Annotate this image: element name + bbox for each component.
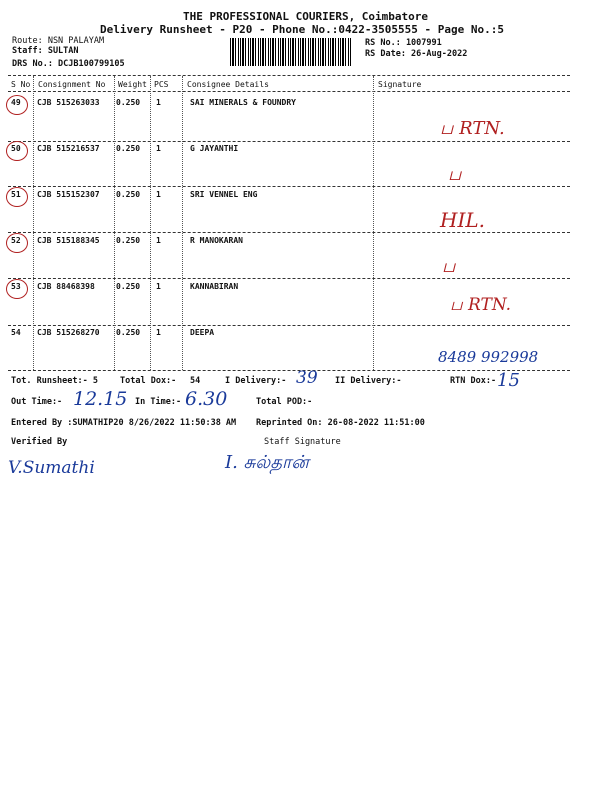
row-consignment: CJB 515188345 [37,236,100,245]
barcode [230,38,352,66]
col-header-consignment: Consignment No [38,80,106,89]
staff-signature-label: Staff Signature [264,437,341,447]
row-consignment: CJB 88468398 [37,282,95,291]
in-time-value: 6.30 [185,388,228,410]
out-time-value: 12.15 [73,388,128,410]
row-annotation: HIL. [440,208,485,232]
row-consignee: G JAYANTHI [190,144,239,153]
rs-number: RS No.: 1007991 [365,38,442,48]
row-pcs: 1 [156,282,161,291]
col-header-weight: Weight [118,80,147,89]
reprinted-on: Reprinted On: 26-08-2022 11:51:00 [256,418,425,428]
col-header-signature: Signature [378,80,422,89]
column-rule [114,76,115,370]
company-title: THE PROFESSIONAL COURIERS, Coimbatore [183,10,429,23]
row-weight: 0.250 [116,282,141,291]
row-sno: 54 [11,328,21,337]
row-sno: 50 [11,144,21,153]
drs-number: DRS No.: DCJB100799105 [12,59,125,69]
row-consignment: CJB 515268270 [37,328,100,337]
row-consignment: CJB 515216537 [37,144,100,153]
column-rule [33,76,34,370]
route-label: Route: NSN PALAYAM [12,36,105,46]
row-divider [8,278,570,279]
row-sno: 49 [11,98,21,107]
row-pcs: 1 [156,98,161,107]
row-annotation: ப RTN. [440,118,505,139]
staff-signature: I. சுல்தான் [225,452,309,473]
row-consignee: KANNABIRAN [190,282,239,291]
row-divider [8,186,570,187]
row-divider [8,232,570,233]
row-consignee: DEEPA [190,328,215,337]
row-annotation: ப [442,256,456,277]
rs-date: RS Date: 26-Aug-2022 [365,49,468,59]
rtn-dox-label: RTN Dox:- [450,376,497,386]
row-pcs: 1 [156,144,161,153]
total-dox-label: Total Dox:- [120,376,177,386]
row-consignment: CJB 515152307 [37,190,100,199]
table-bottom-rule [8,370,570,371]
row-consignee: SRI VENNEL ENG [190,190,258,199]
row-consignee: SAI MINERALS & FOUNDRY [190,98,296,107]
row-consignment: CJB 515263033 [37,98,100,107]
in-time-label: In Time:- [135,397,182,407]
row-weight: 0.250 [116,190,141,199]
row-sno: 51 [11,190,21,199]
rtn-dox-value: 15 [497,370,520,391]
entered-by: Entered By :SUMATHIP20 8/26/2022 11:50:38 AM [11,418,237,428]
row-pcs: 1 [156,236,161,245]
table-top-rule [8,75,570,76]
row-weight: 0.250 [116,144,141,153]
row-annotation: ப RTN. [450,295,512,315]
col-header-consignee: Consignee Details [187,80,269,89]
col-header-pcs: PCS [154,80,169,89]
table-header-rule [8,91,570,92]
row-divider [8,325,570,326]
tot-runsheet: Tot. Runsheet:- 5 [11,376,98,386]
i-delivery-label: I Delivery:- [225,376,287,386]
col-header-sno: S No [11,80,31,89]
row-annotation: 8489 992998 [438,348,539,366]
i-delivery-value: 39 [296,368,318,388]
column-rule [150,76,151,370]
verifier-signature: V.Sumathi [8,458,95,478]
row-sno: 53 [11,282,21,291]
row-weight: 0.250 [116,98,141,107]
verified-by-label: Verified By [11,437,68,447]
row-pcs: 1 [156,328,161,337]
ii-delivery-label: II Delivery:- [335,376,402,386]
column-rule [182,76,183,370]
out-time-label: Out Time:- [11,397,63,407]
staff-label: Staff: SULTAN [12,46,79,56]
total-pod-label: Total POD:- [256,397,313,407]
column-rule [373,76,374,370]
row-divider [8,141,570,142]
total-dox-value: 54 [190,376,201,386]
row-weight: 0.250 [116,236,141,245]
runsheet-subtitle: Delivery Runsheet - P20 - Phone No.:0422-3505555 - Page No.:5 [100,23,504,36]
row-pcs: 1 [156,190,161,199]
row-sno: 52 [11,236,21,245]
row-weight: 0.250 [116,328,141,337]
row-consignee: R MANOKARAN [190,236,243,245]
row-annotation: ப [448,164,462,185]
